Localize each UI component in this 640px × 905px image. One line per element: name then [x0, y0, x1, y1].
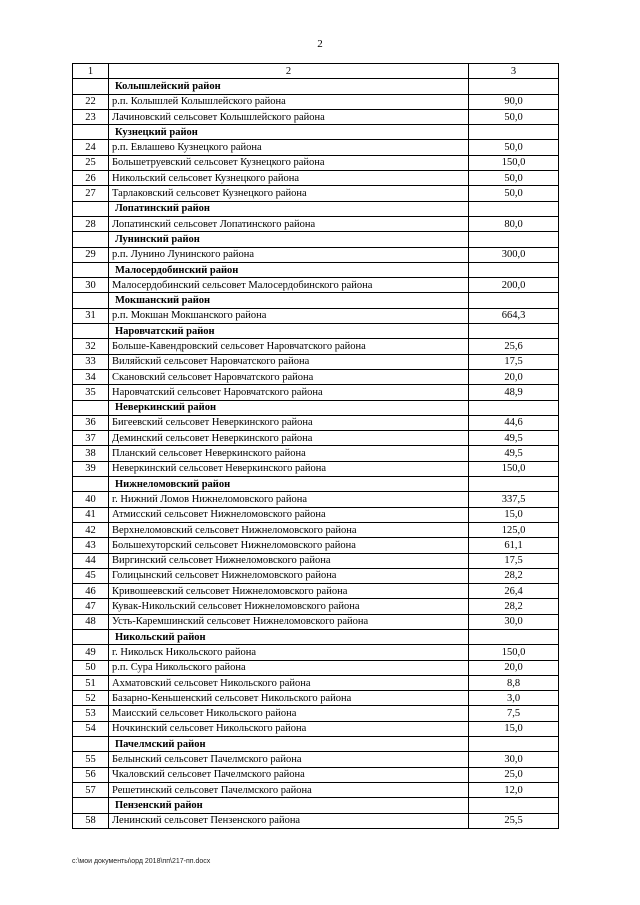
- district-name: Нижнеломовский район: [109, 477, 469, 492]
- district-header-row: [73, 125, 559, 140]
- row-number: 37: [73, 431, 109, 446]
- district-name: Пензенский район: [109, 798, 469, 813]
- row-name: Кривошеевский сельсовет Нижнеломовского района: [109, 584, 469, 599]
- row-number: 34: [73, 369, 109, 384]
- row-value: 664,3: [469, 308, 559, 323]
- table-row: [73, 584, 559, 599]
- footer-file-path: c:\мои документы\орд 2018\пп\217-пп.docx: [72, 858, 211, 865]
- district-header-row: [73, 232, 559, 247]
- row-number: 26: [73, 171, 109, 186]
- row-number: 46: [73, 584, 109, 599]
- row-name: Бигеевский сельсовет Неверкинского района: [109, 415, 469, 430]
- row-number: 51: [73, 675, 109, 690]
- row-value: 12,0: [469, 782, 559, 797]
- table-row: [73, 538, 559, 553]
- row-name: г. Нижний Ломов Нижнеломовского района: [109, 492, 469, 507]
- district-value-cell: [469, 201, 559, 216]
- page-number: 2: [317, 38, 323, 50]
- row-number: 54: [73, 721, 109, 736]
- district-num-cell: [73, 79, 109, 94]
- table-row: [73, 339, 559, 354]
- district-num-cell: [73, 477, 109, 492]
- header-col-3: 3: [469, 64, 559, 79]
- row-name: Больше-Кавендровский сельсовет Наровчатского района: [109, 339, 469, 354]
- row-value: 150,0: [469, 155, 559, 170]
- row-name: Атмисский сельсовет Нижнеломовского района: [109, 507, 469, 522]
- row-number: 25: [73, 155, 109, 170]
- table-row: [73, 782, 559, 797]
- row-number: 56: [73, 767, 109, 782]
- row-name: Верхнеломовский сельсовет Нижнеломовского района: [109, 522, 469, 537]
- district-header-row: [73, 400, 559, 415]
- row-number: 55: [73, 752, 109, 767]
- row-value: 48,9: [469, 385, 559, 400]
- row-value: 25,5: [469, 813, 559, 828]
- district-value-cell: [469, 324, 559, 339]
- table-row: [73, 813, 559, 828]
- row-number: 27: [73, 186, 109, 201]
- row-number: 53: [73, 706, 109, 721]
- district-name: Малосердобинский район: [109, 262, 469, 277]
- row-value: 30,0: [469, 752, 559, 767]
- row-value: 25,6: [469, 339, 559, 354]
- table-row: [73, 446, 559, 461]
- row-name: Голицынский сельсовет Нижнеломовского района: [109, 568, 469, 583]
- row-number: 50: [73, 660, 109, 675]
- table-row: [73, 278, 559, 293]
- row-number: 47: [73, 599, 109, 614]
- district-value-cell: [469, 232, 559, 247]
- row-name: Скановский сельсовет Наровчатского района: [109, 369, 469, 384]
- row-value: 337,5: [469, 492, 559, 507]
- row-value: 49,5: [469, 431, 559, 446]
- district-num-cell: [73, 324, 109, 339]
- row-value: 50,0: [469, 140, 559, 155]
- row-name: Виргинский сельсовет Нижнеломовского района: [109, 553, 469, 568]
- district-header-row: [73, 737, 559, 752]
- table-row: [73, 94, 559, 109]
- row-name: Ночкинский сельсовет Никольского района: [109, 721, 469, 736]
- row-value: 20,0: [469, 369, 559, 384]
- row-number: 52: [73, 691, 109, 706]
- table-row: [73, 721, 559, 736]
- district-value-cell: [469, 477, 559, 492]
- table-row: [73, 140, 559, 155]
- row-value: 300,0: [469, 247, 559, 262]
- row-value: 28,2: [469, 599, 559, 614]
- table-row: [73, 186, 559, 201]
- row-number: 48: [73, 614, 109, 629]
- table-row: [73, 461, 559, 476]
- row-value: 20,0: [469, 660, 559, 675]
- row-name: Большехуторский сельсовет Нижнеломовского района: [109, 538, 469, 553]
- district-header-row: [73, 79, 559, 94]
- row-name: Маисский сельсовет Никольского района: [109, 706, 469, 721]
- row-number: 24: [73, 140, 109, 155]
- table-row: [73, 660, 559, 675]
- row-value: 44,6: [469, 415, 559, 430]
- district-header-row: [73, 629, 559, 644]
- district-name: Лопатинский район: [109, 201, 469, 216]
- row-number: 30: [73, 278, 109, 293]
- row-name: р.п. Евлашево Кузнецкого района: [109, 140, 469, 155]
- header-col-2: 2: [109, 64, 469, 79]
- row-name: Виляйский сельсовет Наровчатского района: [109, 354, 469, 369]
- table-row: [73, 553, 559, 568]
- district-header-row: [73, 201, 559, 216]
- row-value: 26,4: [469, 584, 559, 599]
- row-value: 61,1: [469, 538, 559, 553]
- table-row: [73, 354, 559, 369]
- table-row: [73, 614, 559, 629]
- table-body: [73, 64, 559, 829]
- row-number: 43: [73, 538, 109, 553]
- district-num-cell: [73, 400, 109, 415]
- row-value: 150,0: [469, 645, 559, 660]
- table-row: [73, 385, 559, 400]
- row-name: Базарно-Кеньшенский сельсовет Никольского района: [109, 691, 469, 706]
- table-row: [73, 599, 559, 614]
- table-row: [73, 109, 559, 124]
- district-num-cell: [73, 125, 109, 140]
- table-row: [73, 369, 559, 384]
- district-num-cell: [73, 262, 109, 277]
- table-header-row: [73, 64, 559, 79]
- table-row: [73, 691, 559, 706]
- row-name: Деминский сельсовет Неверкинского района: [109, 431, 469, 446]
- table-row: [73, 415, 559, 430]
- district-name: Наровчатский район: [109, 324, 469, 339]
- district-value-cell: [469, 79, 559, 94]
- row-number: 49: [73, 645, 109, 660]
- district-value-cell: [469, 262, 559, 277]
- row-name: г. Никольск Никольского района: [109, 645, 469, 660]
- district-value-cell: [469, 629, 559, 644]
- table-row: [73, 675, 559, 690]
- row-value: 150,0: [469, 461, 559, 476]
- district-num-cell: [73, 737, 109, 752]
- row-value: 17,5: [469, 553, 559, 568]
- row-name: р.п. Лунино Лунинского района: [109, 247, 469, 262]
- row-number: 38: [73, 446, 109, 461]
- district-header-row: [73, 477, 559, 492]
- table-row: [73, 492, 559, 507]
- row-number: 23: [73, 109, 109, 124]
- row-number: 36: [73, 415, 109, 430]
- row-value: 3,0: [469, 691, 559, 706]
- row-value: 15,0: [469, 721, 559, 736]
- district-value-cell: [469, 293, 559, 308]
- row-value: 8,8: [469, 675, 559, 690]
- row-name: Решетинский сельсовет Пачелмского района: [109, 782, 469, 797]
- table-row: [73, 507, 559, 522]
- row-value: 200,0: [469, 278, 559, 293]
- row-name: Чкаловский сельсовет Пачелмского района: [109, 767, 469, 782]
- district-name: Мокшанский район: [109, 293, 469, 308]
- row-number: 45: [73, 568, 109, 583]
- district-name: Пачелмский район: [109, 737, 469, 752]
- row-number: 39: [73, 461, 109, 476]
- district-name: Лунинский район: [109, 232, 469, 247]
- district-num-cell: [73, 798, 109, 813]
- table-row: [73, 767, 559, 782]
- row-name: р.п. Сура Никольского района: [109, 660, 469, 675]
- row-value: 7,5: [469, 706, 559, 721]
- row-name: Белынский сельсовет Пачелмского района: [109, 752, 469, 767]
- table-row: [73, 155, 559, 170]
- row-name: Малосердобинский сельсовет Малосердобинского района: [109, 278, 469, 293]
- table-row: [73, 752, 559, 767]
- row-number: 58: [73, 813, 109, 828]
- district-header-row: [73, 262, 559, 277]
- row-number: 44: [73, 553, 109, 568]
- row-name: Никольский сельсовет Кузнецкого района: [109, 171, 469, 186]
- row-value: 125,0: [469, 522, 559, 537]
- district-num-cell: [73, 629, 109, 644]
- district-value-cell: [469, 400, 559, 415]
- table-row: [73, 247, 559, 262]
- row-name: Усть-Каремшинский сельсовет Нижнеломовского района: [109, 614, 469, 629]
- row-number: 31: [73, 308, 109, 323]
- row-name: Планский сельсовет Неверкинского района: [109, 446, 469, 461]
- table-row: [73, 706, 559, 721]
- row-number: 28: [73, 216, 109, 231]
- row-value: 17,5: [469, 354, 559, 369]
- row-name: Лачиновский сельсовет Колышлейского района: [109, 109, 469, 124]
- table-row: [73, 645, 559, 660]
- table-row: [73, 522, 559, 537]
- row-value: 49,5: [469, 446, 559, 461]
- row-name: Неверкинский сельсовет Неверкинского района: [109, 461, 469, 476]
- row-name: Большетруевский сельсовет Кузнецкого района: [109, 155, 469, 170]
- district-num-cell: [73, 201, 109, 216]
- row-value: 90,0: [469, 94, 559, 109]
- allocation-table: [72, 63, 559, 829]
- row-number: 33: [73, 354, 109, 369]
- district-name: Никольский район: [109, 629, 469, 644]
- row-value: 50,0: [469, 186, 559, 201]
- row-number: 42: [73, 522, 109, 537]
- district-num-cell: [73, 232, 109, 247]
- row-name: р.п. Мокшан Мокшанского района: [109, 308, 469, 323]
- district-name: Неверкинский район: [109, 400, 469, 415]
- row-name: Ленинский сельсовет Пензенского района: [109, 813, 469, 828]
- row-name: р.п. Колышлей Колышлейского района: [109, 94, 469, 109]
- table-row: [73, 568, 559, 583]
- district-header-row: [73, 798, 559, 813]
- district-value-cell: [469, 737, 559, 752]
- row-value: 15,0: [469, 507, 559, 522]
- district-name: Колышлейский район: [109, 79, 469, 94]
- row-number: 32: [73, 339, 109, 354]
- row-value: 50,0: [469, 171, 559, 186]
- district-header-row: [73, 293, 559, 308]
- row-name: Наровчатский сельсовет Наровчатского района: [109, 385, 469, 400]
- row-number: 41: [73, 507, 109, 522]
- row-name: Ахматовский сельсовет Никольского района: [109, 675, 469, 690]
- row-value: 25,0: [469, 767, 559, 782]
- district-value-cell: [469, 125, 559, 140]
- row-number: 29: [73, 247, 109, 262]
- row-number: 22: [73, 94, 109, 109]
- row-value: 30,0: [469, 614, 559, 629]
- district-num-cell: [73, 293, 109, 308]
- row-number: 57: [73, 782, 109, 797]
- row-name: Тарлаковский сельсовет Кузнецкого района: [109, 186, 469, 201]
- row-value: 50,0: [469, 109, 559, 124]
- table-row: [73, 431, 559, 446]
- district-header-row: [73, 324, 559, 339]
- district-name: Кузнецкий район: [109, 125, 469, 140]
- row-name: Лопатинский сельсовет Лопатинского района: [109, 216, 469, 231]
- table-row: [73, 216, 559, 231]
- row-number: 35: [73, 385, 109, 400]
- district-value-cell: [469, 798, 559, 813]
- table-row: [73, 308, 559, 323]
- row-value: 80,0: [469, 216, 559, 231]
- header-col-1: 1: [73, 64, 109, 79]
- row-value: 28,2: [469, 568, 559, 583]
- row-number: 40: [73, 492, 109, 507]
- row-name: Кувак-Никольский сельсовет Нижнеломовского района: [109, 599, 469, 614]
- table-row: [73, 171, 559, 186]
